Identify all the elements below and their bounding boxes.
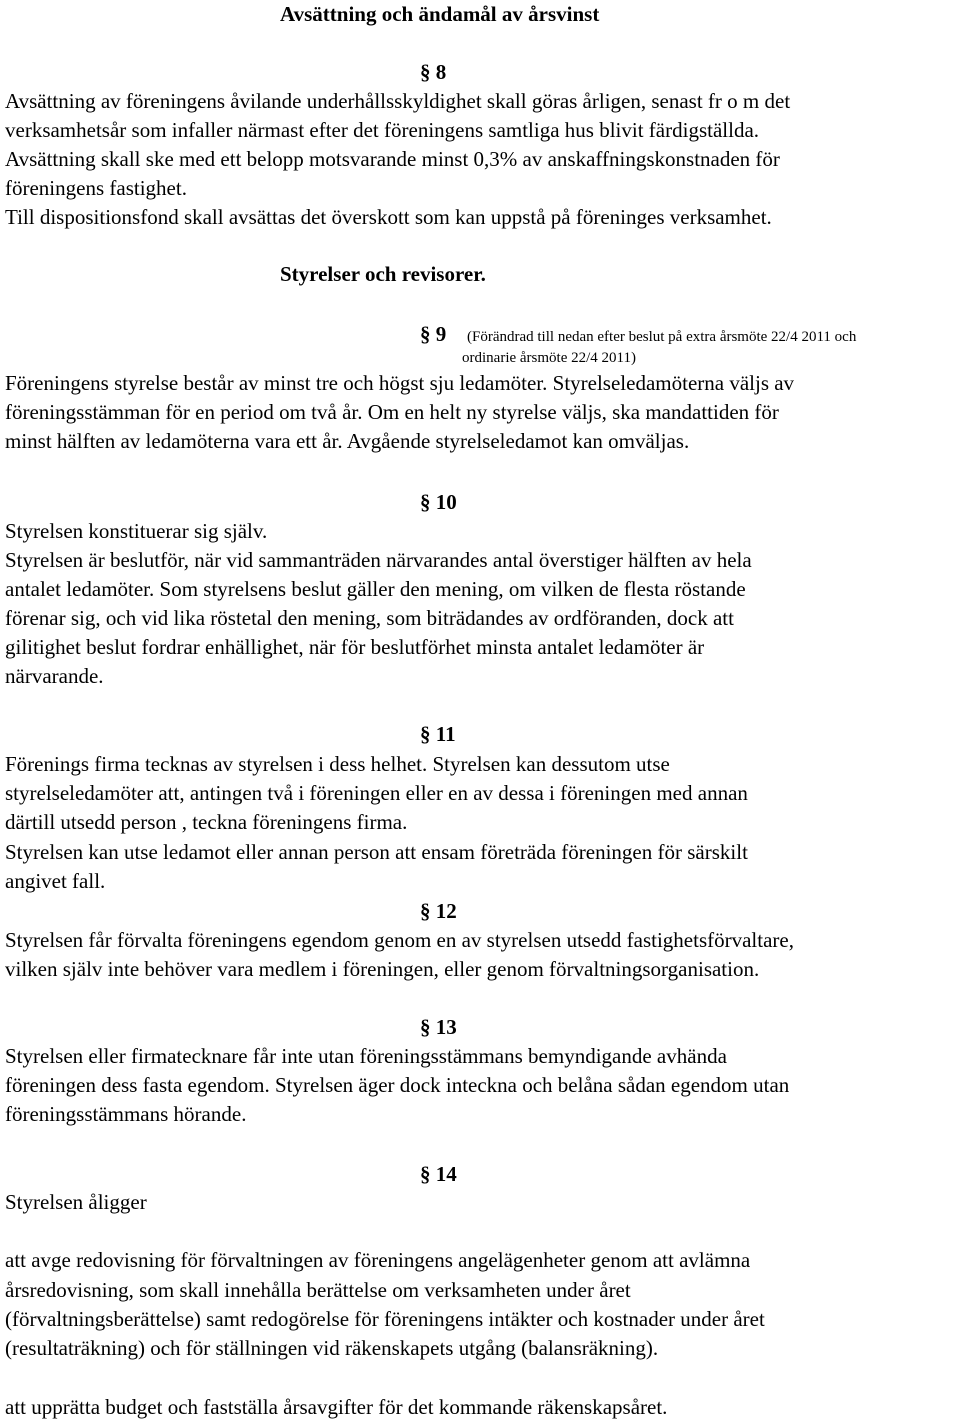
section-9-note: (Förändrad till nedan efter beslut på extra årsmöte 22/4 2011 och (467, 329, 857, 345)
section-10-heading: § 10 (420, 490, 457, 514)
section-8-heading: § 8 (420, 60, 447, 84)
section-13-line: Styrelsen eller firmatecknare får inte utan föreningsstämmans bemyndigande avhända (5, 1044, 727, 1068)
section-10-line: Styrelsen konstituerar sig själv. (5, 519, 268, 543)
section-8-line: Avsättning skall ske med ett belopp motsvarande minst 0,3% av anskaffningskonstnaden för (5, 147, 780, 171)
section-9-heading: § 9 (420, 322, 447, 346)
section-12-heading: § 12 (420, 899, 457, 923)
section-14-heading: § 14 (420, 1162, 457, 1186)
section-11-line: därtill utsedd person , teckna föreningens firma. (5, 810, 408, 834)
section-13-line: föreningsstämmans hörande. (5, 1102, 247, 1126)
section-9-line: minst hälften av ledamöterna vara ett år. Avgående styrelseledamot kan omväljas. (5, 429, 690, 453)
section-14-line: årsredovisning, som skall innehålla berättelse om verksamheten under året (5, 1278, 631, 1302)
section-10-line: förenar sig, och vid lika röstetal den mening, som biträdandes av ordföranden, dock att (5, 606, 734, 630)
section-8-line: Avsättning av föreningens åvilande underhållsskyldighet skall göras årligen, senast fr o m det (5, 89, 791, 113)
section-9-line: Föreningens styrelse består av minst tre och högst sju ledamöter. Styrelseledamöterna väljs av (5, 371, 795, 395)
section-9-line: föreningsstämman för en period om två år. Om en helt ny styrelse väljs, ska mandattiden för (5, 400, 779, 424)
section-10-line: gilitighet beslut fordrar enhällighet, när för beslutförhet minsta antalet ledamöter är (5, 635, 705, 659)
section-11-line: Styrelsen kan utse ledamot eller annan person att ensam företräda föreningen för särskilt (5, 840, 748, 864)
section-10-line: antalet ledamöter. Som styrelsens beslut gäller den mening, om vilken de flesta röstande (5, 577, 746, 601)
section-14-line: (förvaltningsberättelse) samt redogörelse för föreningens intäkter och kostnader under året (5, 1307, 765, 1331)
section-13-line: föreningen dess fasta egendom. Styrelsen äger dock inteckna och belåna sådan egendom utan (5, 1073, 790, 1097)
section-12-line: Styrelsen får förvalta föreningens egendom genom en av styrelsen utsedd fastighetsförvaltare, (5, 928, 794, 952)
section-8-line: föreningens fastighet. (5, 176, 187, 200)
section-8-line: Till dispositionsfond skall avsättas det överskott som kan uppstå på föreninges verksamhet. (5, 205, 772, 229)
section-10-line: Styrelsen är beslutför, när vid sammanträden närvarandes antal överstiger hälften av hela (5, 548, 752, 572)
board-section-title: Styrelser och revisorer. (280, 262, 486, 286)
section-11-heading: § 11 (420, 722, 456, 746)
section-14-last-line: att upprätta budget och fastställa årsavgifter för det kommande räkenskapsåret. (5, 1395, 668, 1419)
section-14-intro: Styrelsen åligger (5, 1190, 147, 1214)
document-title: Avsättning och ändamål av årsvinst (280, 2, 600, 26)
section-10-line: närvarande. (5, 664, 104, 688)
section-14-line: att avge redovisning för förvaltningen av föreningens angelägenheter genom att avlämna (5, 1248, 751, 1272)
section-13-heading: § 13 (420, 1015, 457, 1039)
section-11-line: Förenings firma tecknas av styrelsen i dess helhet. Styrelsen kan dessutom utse (5, 752, 670, 776)
section-14-line: (resultaträkning) och för ställningen vid räkenskapets utgång (balansräkning). (5, 1336, 659, 1360)
section-11-line: angivet fall. (5, 869, 106, 893)
section-8-line: verksamhetsår som infaller närmast efter det föreningens samtliga hus blivit färdigställda. (5, 118, 760, 142)
section-9-note: ordinarie årsmöte 22/4 2011) (462, 350, 636, 366)
section-11-line: styrelseledamöter att, antingen två i föreningen eller en av dessa i föreningen med annan (5, 781, 748, 805)
section-12-line: vilken själv inte behöver vara medlem i föreningen, eller genom förvaltningsorganisation. (5, 957, 760, 981)
